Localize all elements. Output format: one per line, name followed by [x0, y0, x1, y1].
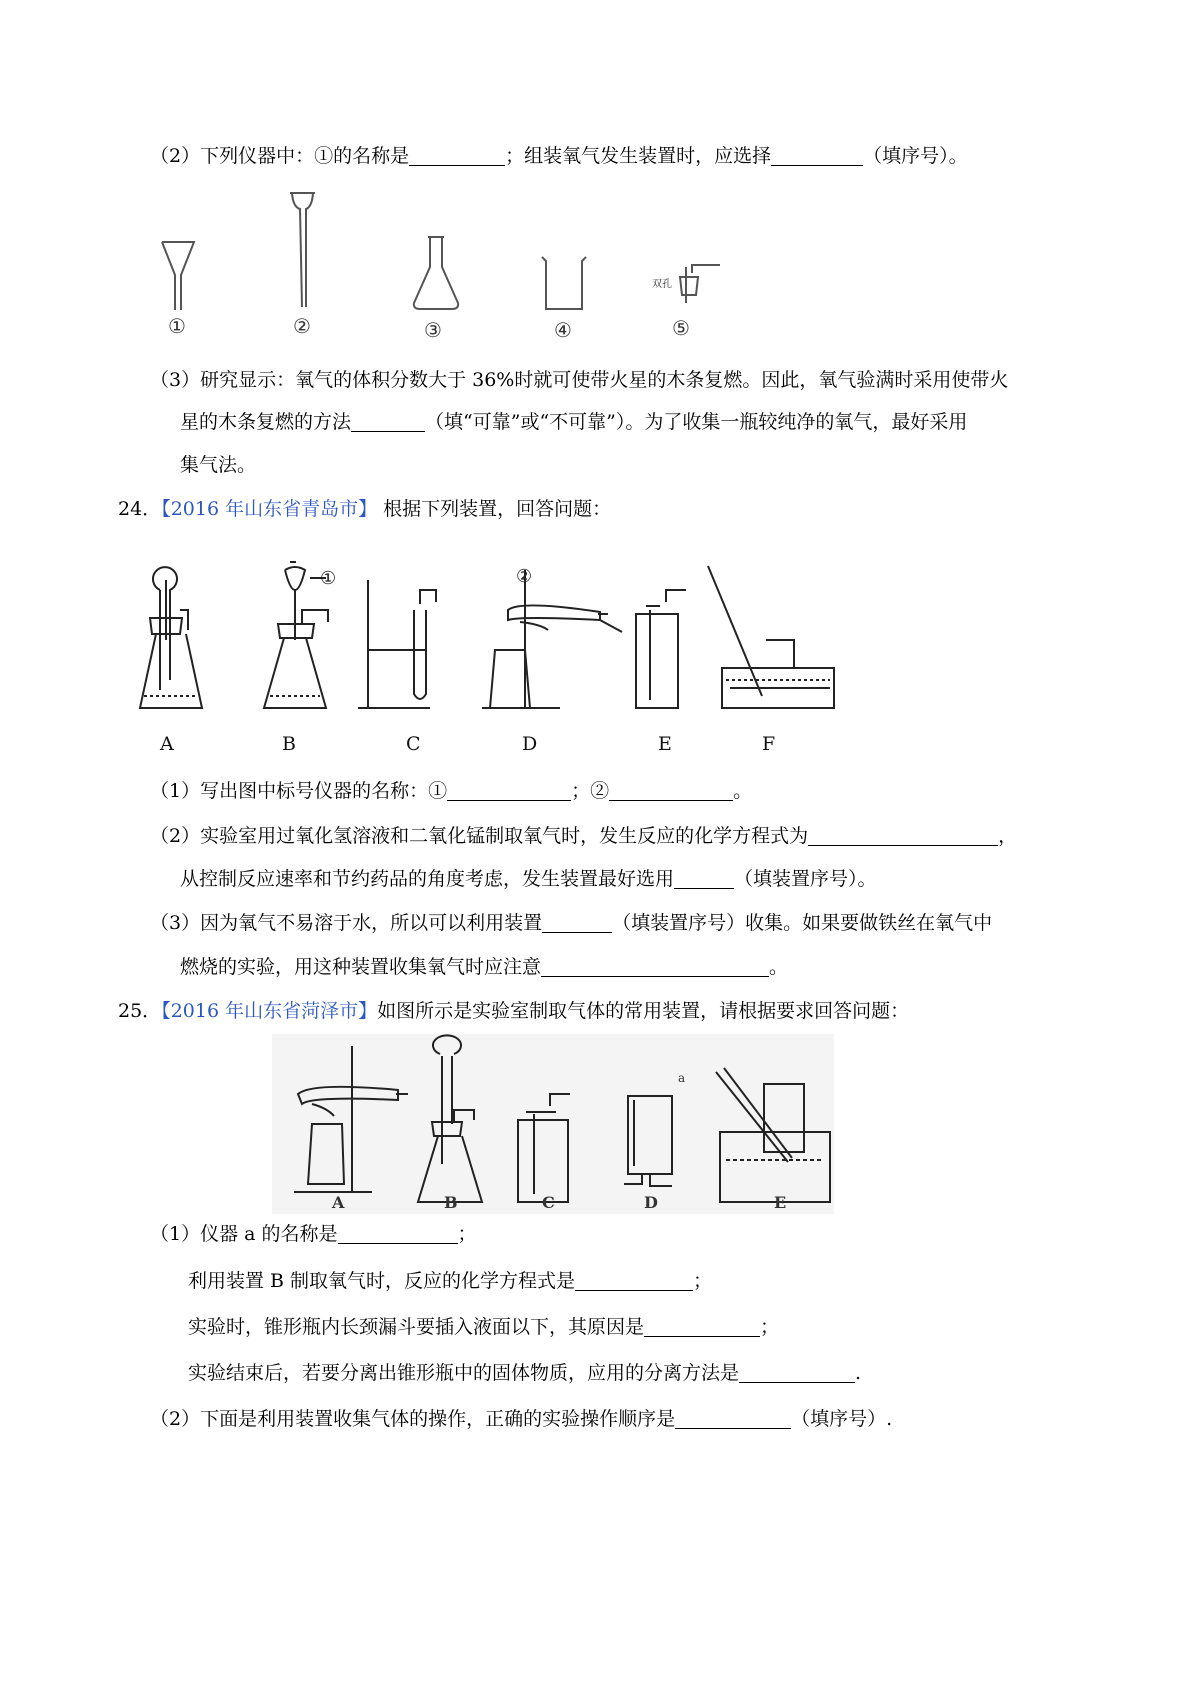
answer-blank[interactable] — [675, 1408, 791, 1429]
label-2: ② — [293, 314, 311, 338]
q25-part1-line3: 实验时，锥形瓶内长颈漏斗要插入液面以下，其原因是 ； — [188, 1316, 780, 1338]
long-funnel-drawing — [290, 193, 315, 307]
answer-blank[interactable] — [674, 868, 734, 889]
q23-part3-line1: （3）研究显示：氧气的体积分数大于 36%时就可使带火星的木条复燃。因此，氧气验满时采用使带火 — [150, 369, 1009, 391]
q25-part1-line1: （1）仪器 a 的名称是 ； — [150, 1223, 477, 1245]
apparatus-label-E: E — [658, 733, 672, 755]
apparatus-label-B: B — [444, 1193, 458, 1212]
label-3: ③ — [424, 318, 442, 342]
answer-blank[interactable] — [808, 825, 998, 846]
q23-part2-line: （2）下列仪器中：①的名称是 ；组装氧气发生装置时，应选择 （填序号）。 — [150, 145, 968, 167]
answer-blank[interactable] — [351, 411, 425, 432]
q23-instruments-figure — [150, 185, 750, 350]
q24-apparatus-figure — [130, 540, 850, 760]
apparatus-label-D: D — [644, 1193, 658, 1212]
q25-part2: （2）下面是利用装置收集气体的操作，正确的实验操作顺序是 （填序号）. — [150, 1408, 893, 1430]
item5-text: 双孔 — [652, 279, 672, 290]
stopper-drawing — [680, 265, 720, 303]
q24-stem: 24．【2016 年山东省青岛市】 根据下列装置，回答问题： — [118, 498, 612, 520]
apparatus-label-C: C — [542, 1193, 555, 1212]
q25-source[interactable]: 【2016 年山东省菏泽市】 — [161, 1000, 378, 1022]
apparatus-label-B: B — [282, 733, 296, 755]
label-5: ⑤ — [672, 316, 690, 340]
answer-blank[interactable] — [739, 1362, 855, 1383]
beaker-drawing — [542, 257, 586, 309]
q24-part1: （1）写出图中标号仪器的名称：① ；② 。 — [150, 780, 753, 802]
answer-blank[interactable] — [541, 956, 769, 977]
label-1: ① — [168, 314, 186, 338]
q24-part3-line2: 燃烧的实验，用这种装置收集氧气时应注意 。 — [180, 956, 789, 978]
q25-part1-line2: 利用装置 B 制取氧气时，反应的化学方程式是 ； — [188, 1270, 713, 1292]
q25-part1-line4: 实验结束后，若要分离出锥形瓶中的固体物质，应用的分离方法是 . — [188, 1362, 862, 1384]
apparatus-label-A: A — [160, 733, 174, 755]
apparatus-label-E: E — [774, 1193, 787, 1212]
q24-part3-line1: （3）因为氧气不易溶于水，所以可以利用装置 （填装置序号）收集。如果要做铁丝在氧气中 — [150, 912, 993, 934]
answer-blank[interactable] — [409, 145, 505, 166]
mark-2: ② — [516, 566, 533, 587]
apparatus-label-A: A — [332, 1193, 345, 1212]
answer-blank[interactable] — [542, 912, 612, 933]
label-4: ④ — [554, 318, 572, 342]
answer-blank[interactable] — [338, 1223, 458, 1244]
funnel-drawing — [162, 242, 194, 310]
apparatus-label-F: F — [762, 733, 776, 755]
mark-1: ① — [320, 568, 337, 589]
q23-part3-line2: 星的木条复燃的方法 （填“可靠”或“不可靠”）。为了收集一瓶较纯净的氧气，最好采用 — [180, 411, 968, 433]
q25-stem: 25．【2016 年山东省菏泽市】如图所示是实验室制取气体的常用装置，请根据要求回答问题： — [118, 1000, 910, 1022]
answer-blank[interactable] — [575, 1270, 693, 1291]
q24-part2-line1: （2）实验室用过氧化氢溶液和二氧化锰制取氧气时，发生反应的化学方程式为 ， — [150, 825, 1018, 847]
q23-part3-line3: 集气法。 — [180, 454, 257, 476]
answer-blank[interactable] — [609, 780, 733, 801]
answer-blank[interactable] — [447, 780, 571, 801]
answer-blank[interactable] — [644, 1316, 760, 1337]
q25-apparatus-figure — [272, 1034, 834, 1214]
q24-source[interactable]: 【2016 年山东省青岛市】 — [161, 498, 378, 520]
q24-part2-line2: 从控制反应速率和节约药品的角度考虑，发生装置最好选用 （填装置序号）。 — [180, 868, 877, 890]
mark-a: a — [678, 1071, 686, 1085]
apparatus-label-D: D — [522, 733, 538, 755]
conical-flask-drawing — [414, 237, 458, 309]
answer-blank[interactable] — [771, 145, 863, 166]
apparatus-label-C: C — [406, 733, 421, 755]
